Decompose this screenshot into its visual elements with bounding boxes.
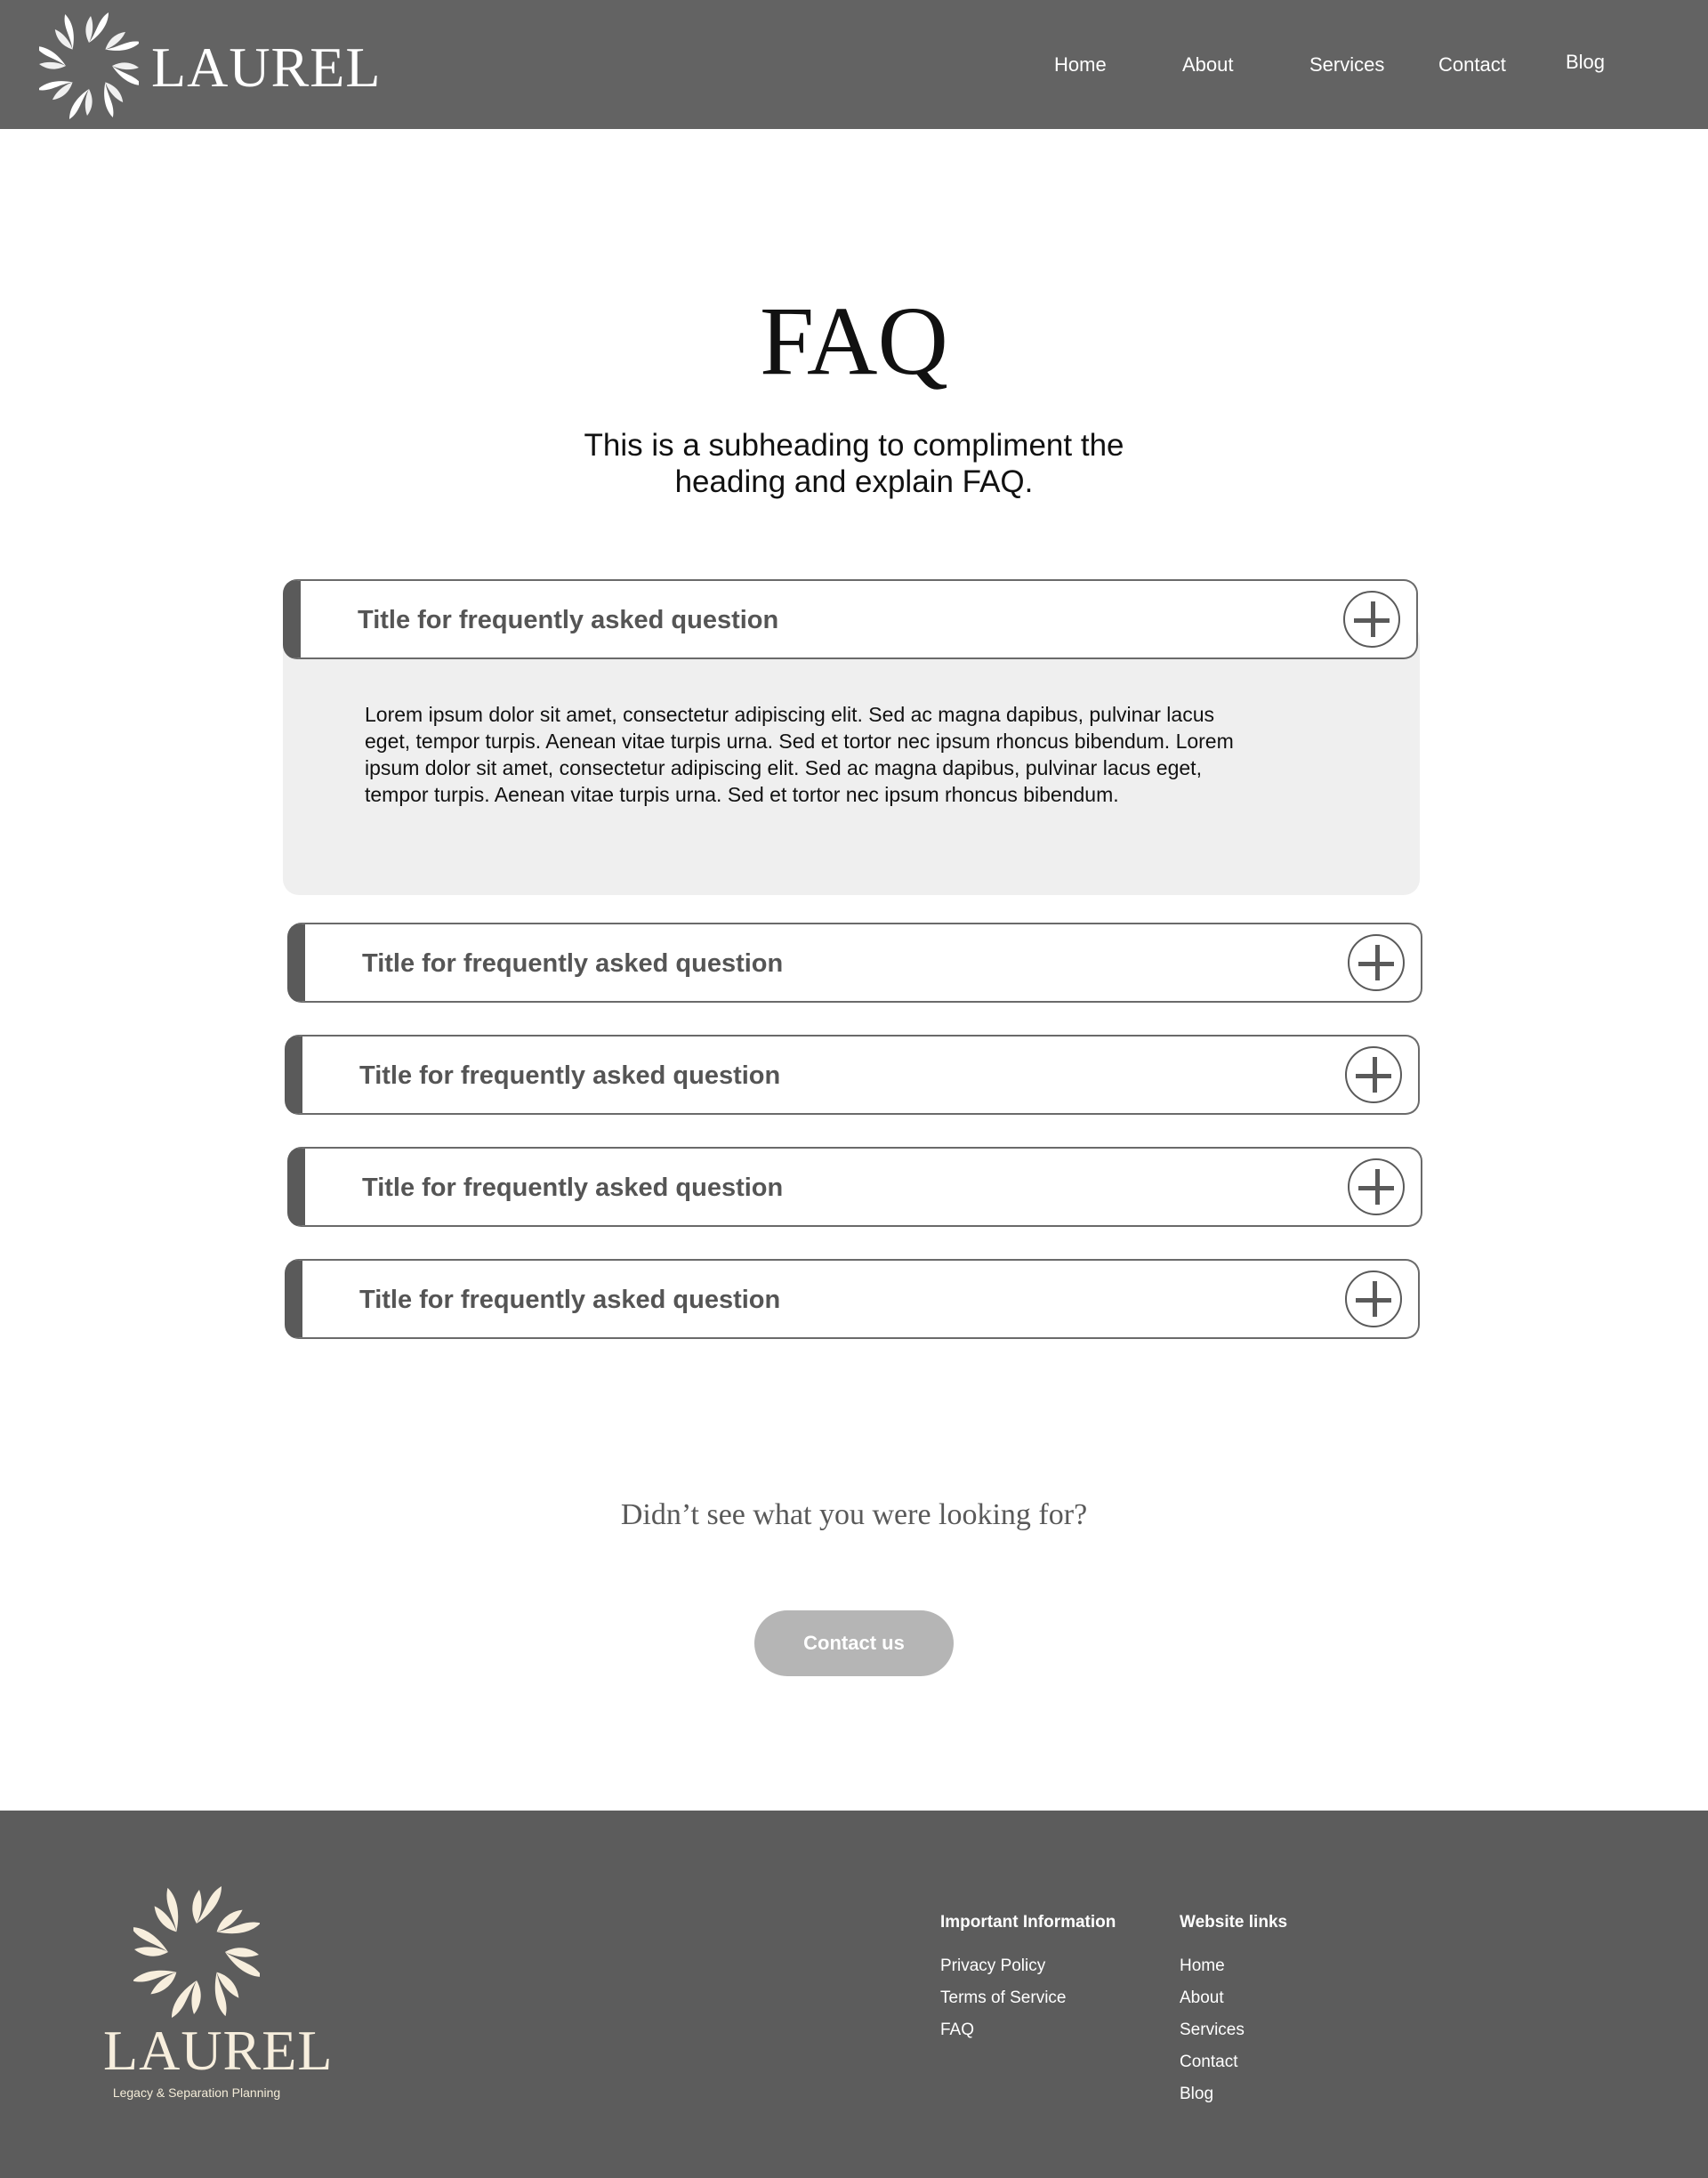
plus-circle-icon[interactable] <box>1348 1158 1405 1215</box>
faq-item[interactable] <box>285 1259 1420 1339</box>
faq-question: Title for frequently asked question <box>358 606 779 634</box>
contact-us-button[interactable]: Contact us <box>754 1610 954 1676</box>
footer-website-links <box>1180 1911 1287 2110</box>
page-title: FAQ <box>760 286 948 395</box>
footer-link-terms-of-service[interactable]: Terms of Service <box>940 1988 1067 2007</box>
faq-answer-text: Lorem ipsum dolor sit amet, consectetur adipiscing elit. Sed ac magna dapibus, pulvinar lacus eget, tempor turpis. Aenean vitae turpis urna. Sed et tortor nec ipsum rhoncus bibendum. Lorem ipsum dolor sit amet, consectetur adipiscing elit. Sed ac magna dapibus, pulvinar lacus eget, tempor turpis. Aenean vitae turpis urna. Sed et tortor nec ipsum rhoncus bibendum. <box>365 703 1234 806</box>
plus-circle-icon[interactable] <box>1343 591 1400 648</box>
faq-question: Title for frequently asked question <box>359 1286 781 1314</box>
plus-circle-icon[interactable] <box>1345 1270 1402 1327</box>
footer-important-info <box>940 1911 1116 2046</box>
faq-question: Title for frequently asked question <box>362 1174 784 1202</box>
faq-item[interactable] <box>287 923 1422 1003</box>
faq-question: Title for frequently asked question <box>362 949 784 978</box>
faq-item[interactable] <box>287 1147 1422 1227</box>
cta-text: Didn’t see what you were looking for? <box>620 1498 1088 1531</box>
nav-services[interactable]: Services <box>1309 53 1385 76</box>
footer-link-blog[interactable]: Blog <box>1180 2085 1214 2103</box>
nav-blog[interactable]: Blog <box>1566 51 1606 73</box>
footer-link-contact[interactable]: Contact <box>1180 2053 1238 2071</box>
laurel-wreath-icon <box>133 1884 260 2020</box>
nav-about[interactable]: About <box>1182 53 1234 76</box>
footer-column-heading: Important Information <box>940 1913 1116 1932</box>
page-subtitle: This is a subheading to compliment the heading and explain FAQ. <box>584 428 1124 499</box>
faq-question: Title for frequently asked question <box>359 1061 781 1090</box>
footer-tagline: Legacy & Separation Planning <box>112 2085 281 2100</box>
footer-link-services[interactable]: Services <box>1180 2021 1245 2039</box>
plus-circle-icon[interactable] <box>1345 1046 1402 1103</box>
nav-contact[interactable]: Contact <box>1438 53 1506 76</box>
faq-item[interactable] <box>285 1035 1420 1115</box>
footer-logo-wordmark: LAUREL <box>103 2019 334 2082</box>
faq-item[interactable] <box>283 579 1418 659</box>
site-header <box>0 0 1708 129</box>
footer-link-privacy-policy[interactable]: Privacy Policy <box>940 1956 1046 1975</box>
laurel-wreath-icon[interactable] <box>39 11 139 121</box>
plus-circle-icon[interactable] <box>1348 934 1405 991</box>
footer-link-faq[interactable]: FAQ <box>940 2021 975 2039</box>
footer-column-heading: Website links <box>1180 1913 1288 1932</box>
footer-link-home[interactable]: Home <box>1180 1956 1225 1975</box>
footer-link-about[interactable]: About <box>1180 1988 1224 2007</box>
logo-wordmark[interactable]: LAUREL <box>151 36 382 99</box>
nav-home[interactable]: Home <box>1054 53 1107 76</box>
